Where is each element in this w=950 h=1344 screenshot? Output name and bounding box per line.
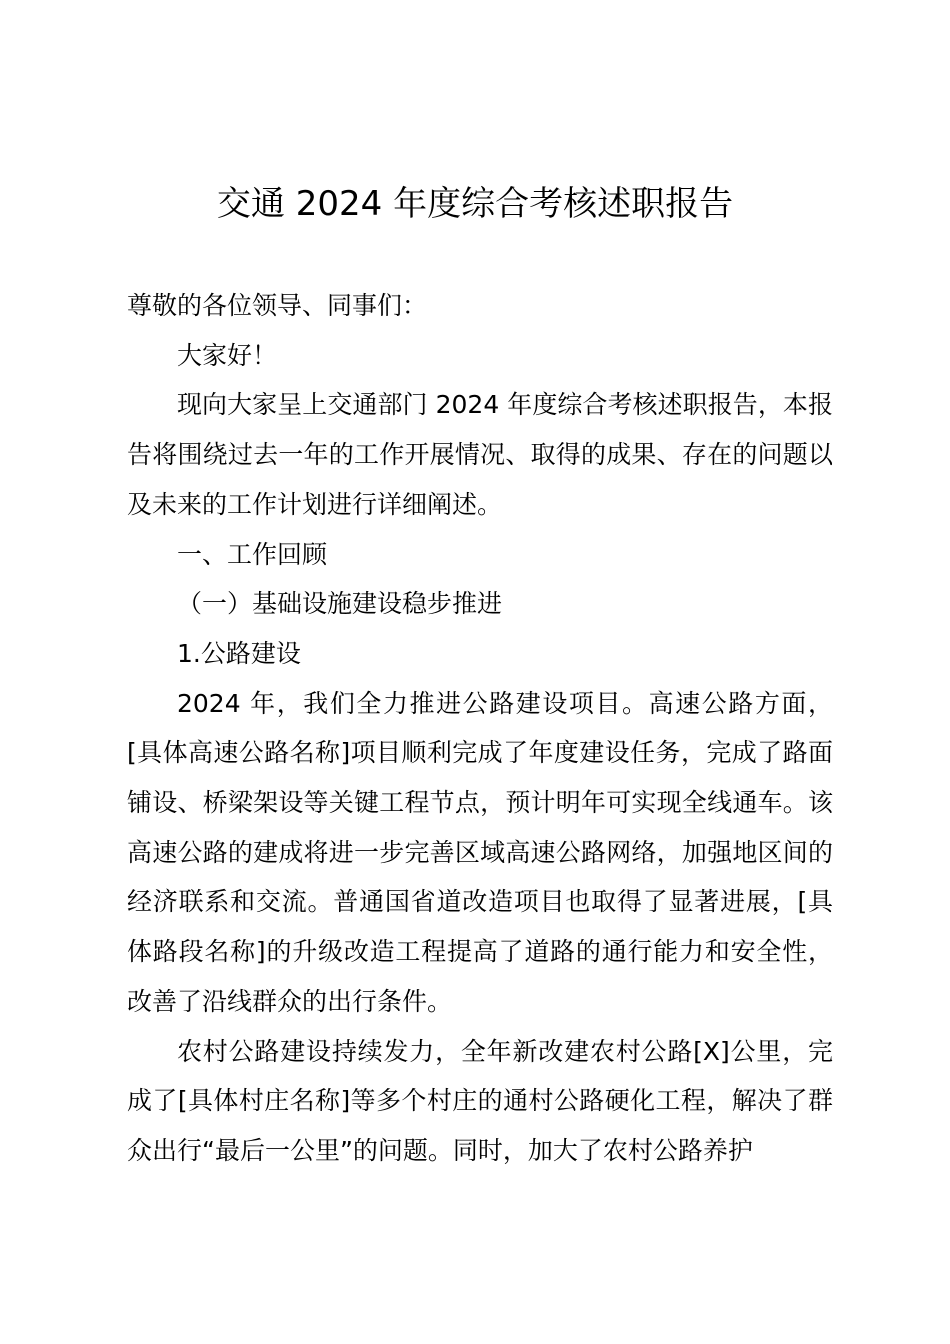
- subsection-heading-infrastructure: （一）基础设施建设稳步推进: [177, 589, 503, 619]
- greeting: 大家好！: [177, 340, 278, 370]
- section-heading-work-review: 一、工作回顾: [177, 539, 328, 569]
- intro-paragraph: 现向大家呈上交通部门 2024 年度综合考核述职报告，本报告将围绕过去一年的工作开展情况、取得的成果、存在的问题以及未来的工作计划进行详细阐述。: [127, 390, 833, 519]
- document-body: [127, 281, 833, 1176]
- document-title: 交通 2024 年度综合考核述职报告: [216, 184, 734, 224]
- highway-construction-paragraph: 2024 年，我们全力推进公路建设项目。高速公路方面，[具体高速公路名称]项目顺利完成了年度建设任务，完成了路面铺设、桥梁架设等关键工程节点，预计明年可实现全线通车。该高速公路的建成将进一步完善区域高速公路网络，加强地区间的经济联系和交流。普通国省道改造项目也取得了显著进展，[具体路段名称]的升级改造工程提高了道路的通行能力和安全性，改善了沿线群众的出行条件。: [127, 688, 833, 1016]
- rural-road-paragraph: 农村公路建设持续发力，全年新改建农村公路[X]公里，完成了[具体村庄名称]等多个村庄的通村公路硬化工程，解决了群众出行“最后一公里”的问题。同时，加大了农村公路养护: [127, 1036, 833, 1165]
- salutation: 尊敬的各位领导、同事们：: [127, 291, 428, 320]
- item-heading-highway-construction: 1.公路建设: [177, 638, 301, 668]
